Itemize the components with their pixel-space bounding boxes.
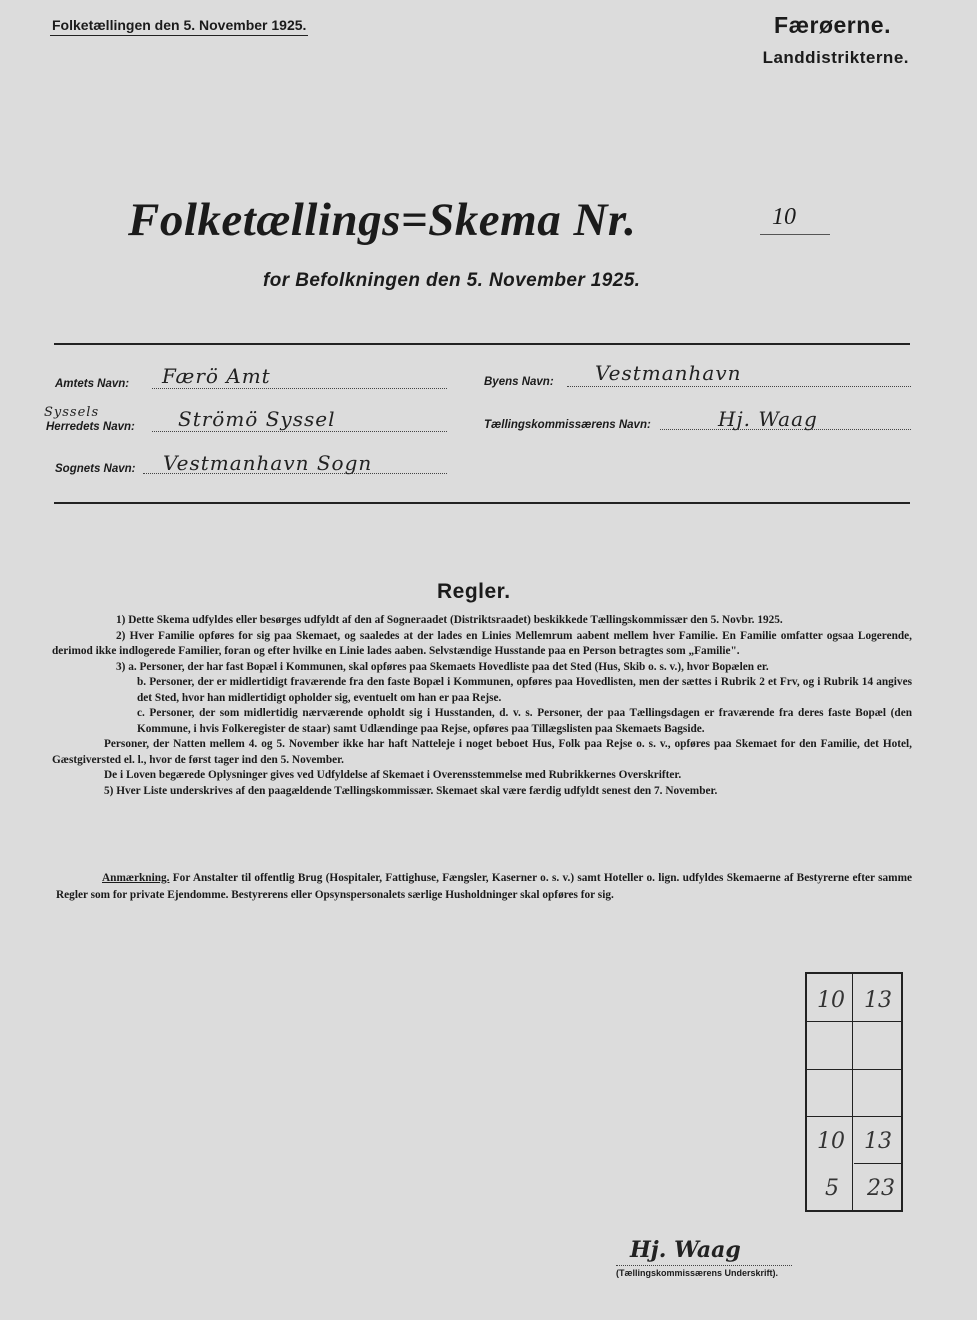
rule-item: c. Personer, der som midlertidig nærværende opholdt sig i Husstanden, d. v. s. Personer, der paa Tællingsdagen er fraværende fra deres faste Bopæl (den Kommune, i hvis Folkeregister de staar) samt Udlændinge paa Rejse, opføres paa Tillægslisten paa Skemaets Bagside. [137, 707, 912, 735]
by-line [567, 386, 911, 387]
rule-item: 5) Hver Liste underskrives af den paagældende Tællingskommissær. Skemaet skal være færdig udfyldt senest den 7. November. [104, 784, 718, 797]
divider-bottom [54, 502, 910, 504]
signature: Hj. Waag [630, 1237, 741, 1263]
amt-label: Amtets Navn: [55, 378, 130, 390]
herred-value[interactable]: Strömö Syssel [178, 407, 336, 431]
region-label: Færøerne. [774, 12, 891, 38]
rule-item: 1) Dette Skema udfyldes eller besørges udfyldt af den af Sogneraadet (Distriktsraadet) beskikkede Tællingskommissær den 5. Novbr. 1925. [116, 614, 783, 626]
form-title: Folketællings=Skema Nr. [128, 194, 637, 246]
kommissaer-label: Tællingskommissærens Navn: [484, 419, 651, 431]
tally-grid-row-divider [807, 1116, 901, 1117]
sogn-value[interactable]: Vestmanhavn Sogn [163, 451, 373, 475]
note-paragraph [56, 870, 912, 904]
kommissaer-value[interactable]: Hj. Waag [718, 407, 818, 431]
by-value[interactable]: Vestmanhavn [595, 361, 742, 385]
rule-item: 2) Hver Familie opføres for sig paa Skemaet, og saaledes at der lades en Linies Mellemrum aabent mellem hver Familie. En Familie omfatter ogsaa Logerende, derimod ikke indlogerede Familier, foran og efter hvilke en Linie lades aaben. Selvstændige Husstande paa en Person betragtes som „Familie". [52, 629, 912, 657]
tally-cell: 23 [867, 1176, 895, 1201]
note-label: Anmærkning. [102, 872, 170, 884]
rules-heading: Regler. [437, 580, 511, 603]
tally-grid-row-divider [854, 1163, 901, 1164]
district-label: Landdistrikterne. [762, 48, 909, 67]
signature-line [616, 1265, 792, 1266]
amt-value[interactable]: Færö Amt [162, 364, 271, 388]
form-number-line [760, 234, 830, 235]
herred-correction: Syssels [44, 405, 100, 420]
by-label: Byens Navn: [484, 376, 554, 388]
rule-item: 3) a. Personer, der har fast Bopæl i Kommunen, skal opføres paa Skemaets Hovedliste paa det Sted (Hus, Skib o. s. v.), hvor Bopælen er. [116, 660, 769, 673]
tally-grid-row-divider [807, 1021, 901, 1022]
tally-cell: 13 [864, 988, 892, 1013]
census-header-label: Folketællingen den 5. November 1925. [50, 17, 308, 36]
tally-grid [805, 972, 903, 1212]
tally-grid-column-divider [852, 974, 853, 1210]
sogn-label: Sognets Navn: [55, 463, 136, 475]
tally-cell: 5 [825, 1176, 839, 1201]
amt-line [152, 388, 447, 389]
rules-list [52, 613, 912, 799]
tally-cell: 10 [817, 1129, 845, 1154]
tally-cell: 10 [817, 988, 845, 1013]
divider-top [54, 343, 910, 345]
rule-item: De i Loven begærede Oplysninger gives ved Udfyldelse af Skemaet i Overensstemmelse med Rubrikkernes Overskrifter. [104, 769, 682, 781]
tally-grid-row-divider [807, 1069, 901, 1070]
rule-item: b. Personer, der er midlertidigt fraværende fra den faste Bopæl i Kommunen, opføres paa Hovedlisten, men der sættes i Rubrik 2 et Frv, og i Rubrik 14 angives det Sted, hvor han midlertidigt opholder sig, eventuelt om han er paa Rejse. [137, 676, 912, 704]
note-text: For Anstalter til offentlig Brug (Hospitaler, Fattighuse, Fængsler, Kaserner o. s. v.) samt Hoteller o. lign. udfyldes Skemaerne af Bestyrerne efter samme Regler som for private Ejendomme. Bestyrerens eller Opsynspersonalets særlige Husholdninger skal opføres for sig. [56, 872, 912, 901]
form-subtitle: for Befolkningen den 5. November 1925. [263, 270, 641, 291]
signature-caption: (Tællingskommissærens Underskrift). [616, 1268, 779, 1278]
herred-label: Herredets Navn: [46, 421, 135, 433]
rule-item: Personer, der Natten mellem 4. og 5. November ikke har haft Natteleje i noget beboet Hus, Folk paa Rejse o. s. v., opføres paa Skemaet for den Familie, det Hotel, Gæstgiversted el. l., hvor de først tager ind den 5. November. [52, 738, 912, 766]
form-number: 10 [772, 204, 796, 230]
tally-cell: 13 [864, 1129, 892, 1154]
herred-line [152, 431, 447, 432]
